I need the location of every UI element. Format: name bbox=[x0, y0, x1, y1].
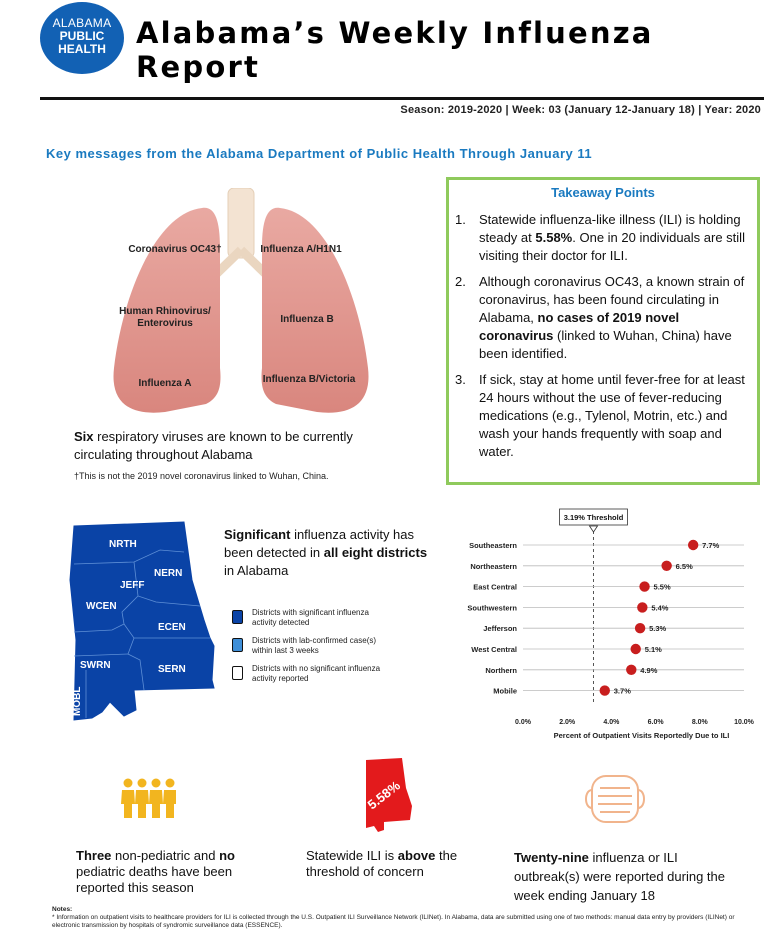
alabama-state-icon bbox=[362, 758, 414, 834]
x-tick-label: 4.0% bbox=[603, 719, 620, 726]
map-label-wcen: WCEN bbox=[86, 601, 117, 612]
state-ili-badge: 5.58% bbox=[364, 777, 403, 813]
value-label: 4.9% bbox=[640, 665, 658, 675]
category-label: Southeastern bbox=[469, 541, 517, 550]
data-point bbox=[635, 623, 645, 633]
value-label: 5.3% bbox=[649, 624, 667, 634]
value-label: 6.5% bbox=[675, 561, 693, 571]
map-label-ecen: ECEN bbox=[158, 622, 186, 633]
map-label-jeff: JEFF bbox=[120, 580, 145, 591]
value-label: 3.7% bbox=[613, 686, 631, 696]
adph-logo bbox=[40, 2, 124, 74]
data-point bbox=[688, 540, 698, 550]
alabama-district-map bbox=[64, 520, 220, 722]
category-label: West Central bbox=[471, 645, 517, 654]
value-label: 5.4% bbox=[651, 603, 669, 613]
takeaway-title: Takeaway Points bbox=[551, 185, 655, 200]
data-point bbox=[661, 561, 671, 571]
significant-activity-text: Significant influenza activity has been detected in all eight districts in Alabama bbox=[224, 527, 428, 578]
threshold-caption: Statewide ILI is above the threshold of concern bbox=[306, 848, 458, 879]
map-label-mobl: MOBL bbox=[72, 686, 83, 716]
data-point bbox=[631, 644, 641, 654]
people-icon bbox=[120, 778, 176, 818]
season-line: Season: 2019-2020 | Week: 03 (January 12-January 18) | Year: 2020 bbox=[400, 104, 761, 116]
coronavirus-footnote: †This is not the 2019 novel coronavirus linked to Wuhan, China. bbox=[74, 471, 329, 481]
mask-icon bbox=[584, 770, 646, 828]
value-label: 5.5% bbox=[653, 582, 671, 592]
value-label: 7.7% bbox=[702, 541, 720, 550]
takeaway-point: 2. Although coronavirus OC43, a known strain of coronavirus, has been found circulating in Alabama, no cases of 2019 novel coronavirus (linked to Wuhan, China) have been identified. bbox=[455, 274, 745, 361]
x-tick-label: 10.0% bbox=[734, 719, 754, 726]
legend-swatch bbox=[232, 638, 243, 652]
category-label: Jefferson bbox=[483, 624, 517, 634]
takeaway-point: 1. Statewide influenza-like illness (ILI) is holding steady at 5.58%. One in 20 individuals are still visiting their doctor for ILI. bbox=[455, 212, 745, 263]
category-label: Mobile bbox=[493, 686, 517, 696]
takeaway-point: 3. If sick, stay at home until fever-free for at least 24 hours without the use of fever-reducing medications (e.g., Tylenol, Motrin, etc.) and wash your hands frequently with soap and water. bbox=[455, 372, 745, 459]
lung-label-oc43: Coronavirus OC43† bbox=[128, 244, 222, 255]
x-tick-label: 0.0% bbox=[515, 719, 531, 726]
takeaway-box bbox=[446, 177, 760, 485]
map-label-nrth: NRTH bbox=[109, 539, 137, 550]
legend-no-activity: Districts with no significant influenza activity reported bbox=[232, 664, 392, 684]
data-point bbox=[600, 685, 610, 695]
lung-label-h1n1: Influenza A/H1N1 bbox=[260, 244, 342, 255]
lung-label-rhino: Human Rhinovirus/ Enterovirus bbox=[119, 306, 211, 329]
category-label: East Central bbox=[473, 582, 517, 592]
legend-swatch bbox=[232, 666, 243, 680]
data-point bbox=[637, 602, 647, 612]
notes: Notes: * Information on outpatient visits to healthcare providers for ILI is collected through the U.S. Outpatient ILI Surveillance Network (ILINet). In Alabama, data are submitted using one of two methods: manual data entry by providers (ILINet) or electronic transmission by hospitals of syndromic surveillance data (ESSENCE). bbox=[52, 906, 735, 929]
x-tick-label: 2.0% bbox=[559, 719, 576, 726]
data-point bbox=[626, 665, 636, 675]
deaths-caption: Three non-pediatric and no pediatric deaths have been reported this season bbox=[76, 848, 235, 895]
category-label: Northern bbox=[485, 665, 517, 675]
x-tick-label: 8.0% bbox=[691, 719, 708, 726]
six-viruses-caption: Six respiratory viruses are known to be currently circulating throughout Alabama bbox=[74, 429, 353, 462]
outbreaks-caption: Twenty-nine influenza or ILI outbreak(s) were reported during the week ending January 18 bbox=[514, 850, 726, 903]
threshold-pointer bbox=[589, 526, 597, 532]
logo-line: ALABAMA bbox=[52, 16, 112, 30]
threshold-label: 3.19% Threshold bbox=[563, 513, 624, 522]
page-title: Alabama’s Weekly Influenza Report bbox=[136, 16, 654, 84]
value-label: 5.1% bbox=[644, 645, 662, 654]
map-label-sern: SERN bbox=[158, 664, 186, 675]
map-label-nern: NERN bbox=[154, 568, 183, 579]
map-shape bbox=[70, 522, 214, 720]
data-point bbox=[639, 581, 649, 591]
lung-label-flua: Influenza A bbox=[138, 378, 192, 389]
key-messages-heading: Key messages from the Alabama Department of Public Health Through January 11 bbox=[46, 146, 593, 161]
lung-label-flub: Influenza B bbox=[280, 314, 334, 325]
legend-significant: Districts with significant influenza activity detected bbox=[232, 608, 392, 628]
logo-line: PUBLIC bbox=[59, 29, 105, 43]
x-tick-label: 6.0% bbox=[647, 719, 664, 726]
header-divider bbox=[40, 97, 764, 100]
category-label: Northeastern bbox=[470, 561, 517, 571]
category-label: Southwestern bbox=[467, 603, 517, 613]
ili-by-district-chart bbox=[440, 505, 770, 745]
legend-lab-confirmed: Districts with lab-confirmed case(s) within last 3 weeks bbox=[232, 636, 392, 656]
map-label-swrn: SWRN bbox=[80, 660, 111, 671]
legend-swatch bbox=[232, 610, 243, 624]
x-axis-label: Percent of Outpatient Visits Reportedly Due to ILI bbox=[553, 731, 730, 740]
lung-label-bvic: Influenza B/Victoria bbox=[262, 374, 356, 385]
logo-line: HEALTH bbox=[58, 42, 106, 56]
